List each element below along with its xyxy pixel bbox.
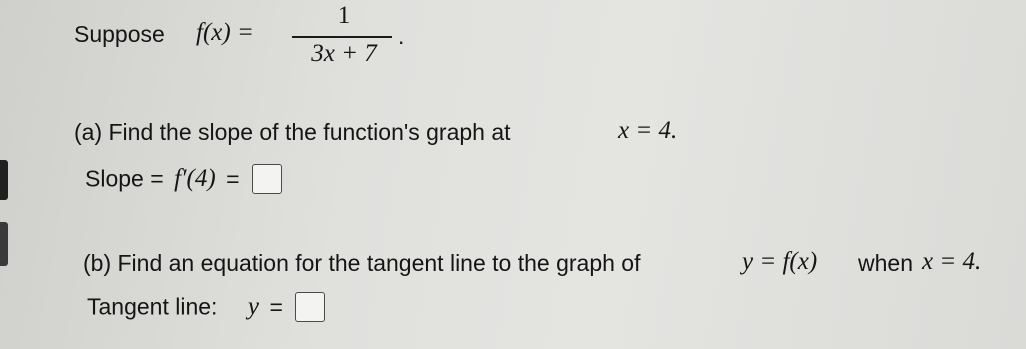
- function-lhs: f(x) =: [196, 19, 254, 46]
- part-a-condition: x = 4.: [618, 117, 678, 144]
- suppose-label: Suppose: [74, 21, 165, 47]
- fraction-bar: [292, 36, 392, 38]
- part-a-prompt: (a) Find the slope of the function's graph at: [74, 119, 511, 145]
- slope-answer-input[interactable]: [252, 164, 282, 194]
- slope-answer-row: [85, 164, 282, 194]
- edge-tab-upper: [0, 160, 8, 200]
- slope-expression: f′(4): [174, 165, 216, 192]
- definition-period: .: [398, 23, 405, 49]
- tangent-expression: y: [247, 293, 259, 320]
- slope-label: Slope =: [85, 165, 164, 192]
- tangent-line-label: Tangent line:: [87, 293, 218, 320]
- part-b-condition: x = 4.: [922, 248, 982, 275]
- part-b-condition-expr: y = f(x): [742, 248, 818, 275]
- function-definition: [0, 0, 1026, 80]
- fraction-numerator: 1: [337, 2, 351, 29]
- edge-tab-lower: [0, 222, 8, 266]
- fraction-denominator: 3x + 7: [311, 40, 377, 67]
- tangent-answer-input[interactable]: [295, 292, 325, 322]
- tangent-answer-row: [87, 292, 325, 322]
- tangent-equals: =: [269, 293, 283, 320]
- slope-equals: =: [226, 165, 240, 192]
- part-b-when: when: [858, 250, 913, 276]
- part-b-prompt: (b) Find an equation for the tangent line to the graph of: [83, 250, 641, 276]
